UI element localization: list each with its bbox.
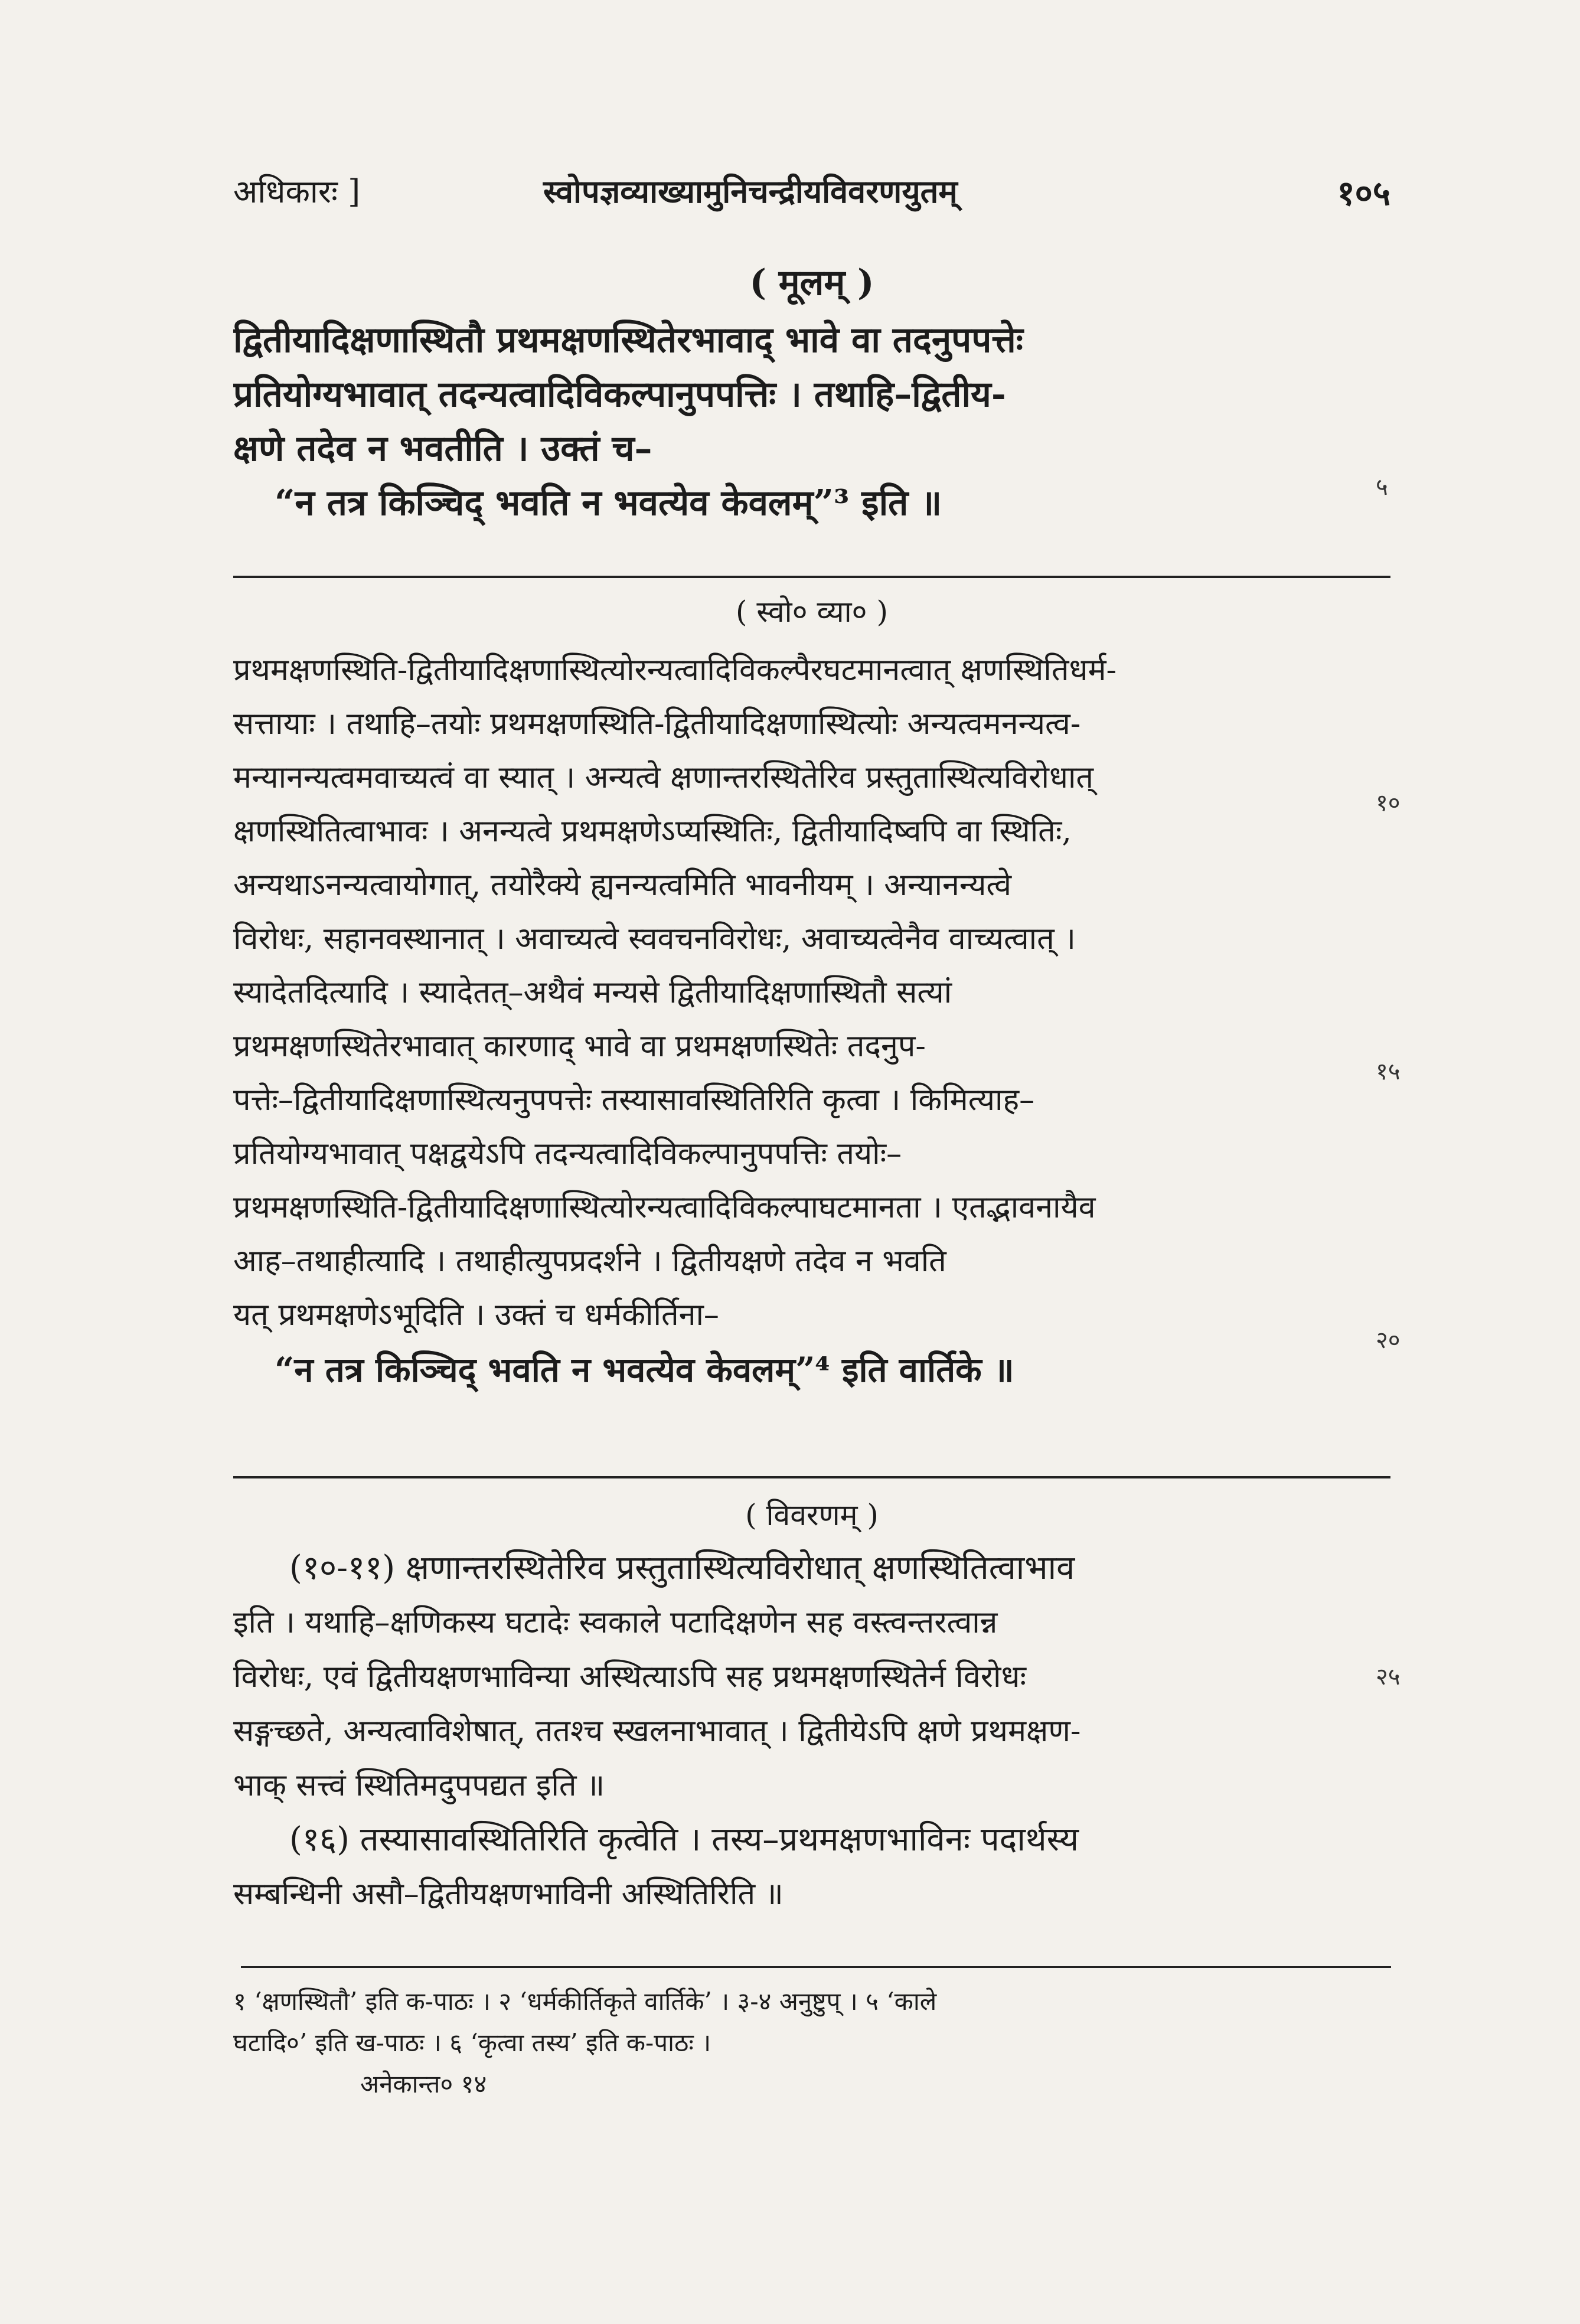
vyakhya-line: प्रथमक्षणस्थिति-द्वितीयादिक्षणास्थित्योरन्यत्वादिविकल्पाघटमानता । एतद्भावनायैव [233,1190,1096,1225]
footnote-divider [241,1966,1391,1968]
line-number: १५ [1376,1058,1401,1085]
footnote-line: घटादि०’ इति ख-पाठः । ६ ‘कृत्वा तस्य’ इति क-पाठः । [233,2028,711,2057]
vyakhya-line: विरोधः, सहानवस्थानात् । अवाच्यत्वे स्ववचनविरोधः, अवाच्यत्वेनैव वाच्यत्वात् । [233,921,1076,957]
vivaran-line: (१६) तस्यासावस्थितिरिति कृत्वेति । तस्य–प्रथमक्षणभाविनः पदार्थस्य [289,1820,1079,1859]
mool-verse: “न तत्र किञ्चिद् भवति न भवत्येव केवलम्”³ इति ॥ [275,482,942,524]
vivaran-line: सङ्गच्छते, अन्यत्वाविशेषात्, ततश्च स्खलनाभावात् । द्वितीयेऽपि क्षणे प्रथमक्षण- [233,1713,1081,1749]
vyakhya-verse: “न तत्र किञ्चिद् भवति न भवत्येव केवलम्”⁴ इति वार्तिके ॥ [275,1350,1014,1390]
vivaran-line: इति । यथाहि–क्षणिकस्य घटादेः स्वकाले पटादिक्षणेन सह वस्त्वन्तरत्वान्न [233,1605,998,1640]
mool-line: द्वितीयादिक्षणास्थितौ प्रथमक्षणस्थितेरभावाद् भावे वा तदनुपपत्तेः [233,319,1023,361]
vyakhya-text [233,644,1390,1398]
header-title: स्वोपज्ञव्याख्यामुनिचन्द्रीयविवरणयुतम् [543,172,958,210]
line-number: १० [1376,789,1401,817]
footnotes [233,1981,1390,2105]
vyakhya-line: यत् प्रथमक्षणेऽभूदिति । उक्तं च धर्मकीर्तिना– [233,1297,719,1333]
section-divider [233,576,1390,578]
page-number: १०५ [1337,173,1390,213]
vyakhya-line: प्रथमक्षणस्थितेरभावात् कारणाद् भावे वा प्रथमक्षणस्थितेः तदनुप- [233,1029,926,1064]
vyakhya-line: क्षणस्थितित्वाभावः । अनन्यत्वे प्रथमक्षणेऽप्यस्थितिः, द्वितीयादिष्वपि वा स्थितिः, [233,814,1072,849]
line-number: ५ [1376,474,1388,501]
vivaran-line: (१०-११) क्षणान्तरस्थितेरिव प्रस्तुतास्थित्यविरोधात् क्षणस्थितित्वाभाव [289,1549,1075,1587]
signature-mark: अनेकान्त० १४ [360,2070,487,2098]
section-divider [233,1476,1390,1478]
vyakhya-line: स्यादेतदित्यादि । स्यादेतत्–अथैवं मन्यसे द्वितीयादिक्षणास्थितौ सत्यां [233,975,952,1010]
vyakhya-line: प्रथमक्षणस्थिति-द्वितीयादिक्षणास्थित्योरन्यत्वादिविकल्पैरघटमानत्वात् क्षणस्थितिधर्म- [233,652,1117,688]
vyakhya-heading: ( स्वो० व्या० ) [736,595,888,629]
vyakhya-line: प्रतियोग्यभावात् पक्षद्वयेऽपि तदन्यत्वादिविकल्पानुपपत्तिः तयोः– [233,1136,902,1171]
mool-line: प्रतियोग्यभावात् तदन्यत्वादिविकल्पानुपपत्तिः । तथाहि–द्वितीय- [233,374,1006,415]
mool-line: क्षणे तदेव न भवतीति । उक्तं च– [233,428,652,469]
vivaran-line: भाक् सत्त्वं स्थितिमदुपपद्यत इति ॥ [233,1768,605,1803]
line-number: २५ [1376,1663,1401,1690]
vivaran-line: विरोधः, एवं द्वितीयक्षणभाविन्या अस्थित्याऽपि सह प्रथमक्षणस्थितेर्न विरोधः [233,1659,1027,1695]
vyakhya-line: अन्यथाऽनन्यत्वायोगात्, तयोरैक्ये ह्यनन्यत्वमिति भावनीयम् । अन्यानन्यत्वे [233,867,1012,903]
vivaran-heading: ( विवरणम् ) [745,1498,879,1532]
vyakhya-line: सत्तायाः । तथाहि–तयोः प्रथमक्षणस्थिति-द्वितीयादिक्षणास्थित्योः अन्यत्वमनन्यत्व- [233,706,1081,742]
header-chapter: अधिकारः ] [233,173,361,210]
mool-text [233,313,1390,530]
vyakhya-line: मन्यानन्यत्वमवाच्यत्वं वा स्यात् । अन्यत्वे क्षणान्तरस्थितेरिव प्रस्तुतास्थित्यविरोधात् [233,760,1094,795]
vyakhya-line: पत्तेः–द्वितीयादिक्षणास्थित्यनुपपत्तेः तस्यासावस्थितिरिति कृत्वा । किमित्याह– [233,1082,1035,1118]
vivaran-text [233,1541,1390,1921]
mool-heading: ( मूलम् ) [749,262,874,303]
running-header [233,168,1390,216]
line-number: २० [1376,1327,1401,1354]
vivaran-line: सम्बन्धिनी असौ–द्वितीयक्षणभाविनी अस्थितिरिति ॥ [233,1876,784,1912]
footnote-line: १ ‘क्षणस्थितौ’ इति क-पाठः । २ ‘धर्मकीर्तिकृते वार्तिके’ । ३-४ अनुष्टुप् । ५ ‘काले [233,1987,937,2016]
vyakhya-line: आह–तथाहीत्यादि । तथाहीत्युपप्रदर्शने । द्वितीयक्षणे तदेव न भवति [233,1243,946,1279]
